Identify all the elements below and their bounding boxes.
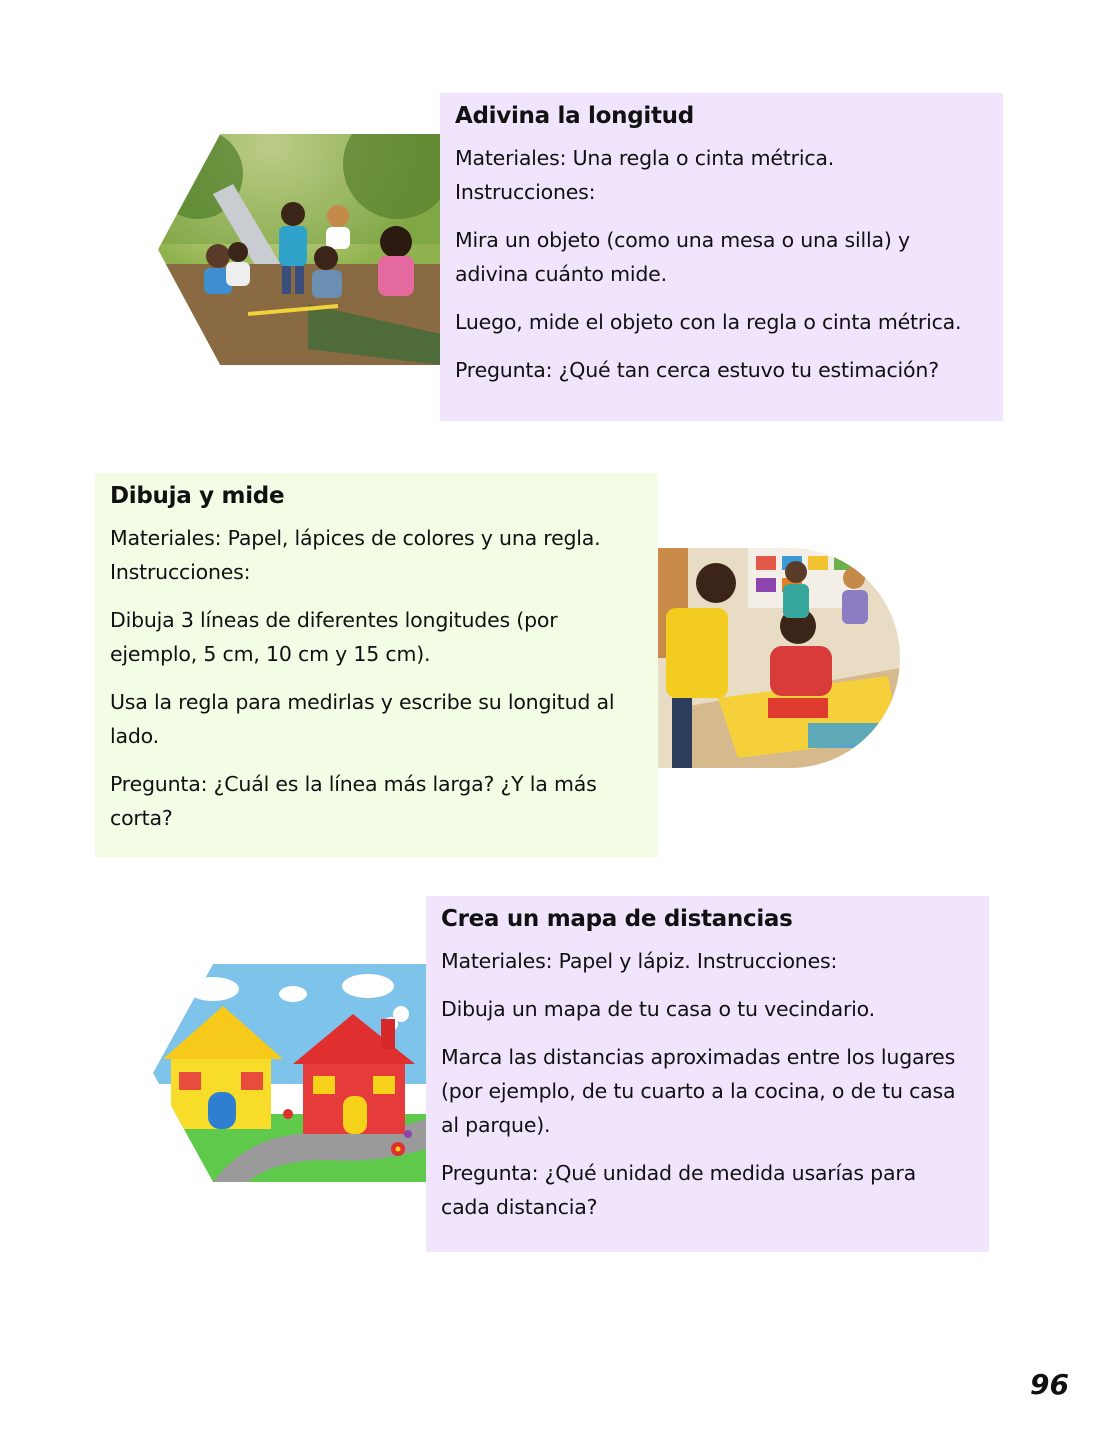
activity-card-crea-un-mapa-de-distancias [426,896,989,1252]
step-text: Mira un objeto (como una mesa o una silla) y adivina cuánto mide. [455,228,910,286]
page-number: 96 [1030,1368,1069,1401]
child-drawing-of-houses [153,964,426,1182]
step-text: Marca las distancias aproximadas entre los lugares (por ejemplo, de tu cuarto a la cocina, o de tu casa al parque). [441,1045,956,1137]
step-text: Usa la regla para medirlas y escribe su longitud al lado. [110,690,615,748]
question-text: Pregunta: ¿Qué tan cerca estuvo tu estimación? [455,358,939,382]
materials-text: Materiales: Papel, lápices de colores y una regla. Instrucciones: [110,526,601,584]
activity-title: Dibuja y mide [110,483,285,509]
activity-title: Adivina la longitud [455,103,694,129]
activity-card-adivina-la-longitud [440,93,1003,421]
children-drawing-in-classroom-photo [658,548,900,768]
question-text: Pregunta: ¿Cuál es la línea más larga? ¿Y la más corta? [110,772,597,830]
step-text: Dibuja un mapa de tu casa o tu vecindario. [441,997,875,1021]
materials-text: Materiales: Una regla o cinta métrica. Instrucciones: [455,146,835,204]
children-measuring-in-park-photo [158,134,441,365]
materials-text: Materiales: Papel y lápiz. Instrucciones: [441,949,838,973]
step-text: Dibuja 3 líneas de diferentes longitudes (por ejemplo, 5 cm, 10 cm y 15 cm). [110,608,558,666]
activity-card-dibuja-y-mide [95,473,658,857]
activity-title: Crea un mapa de distancias [441,906,793,932]
question-text: Pregunta: ¿Qué unidad de medida usarías para cada distancia? [441,1161,916,1219]
step-text: Luego, mide el objeto con la regla o cinta métrica. [455,310,962,334]
